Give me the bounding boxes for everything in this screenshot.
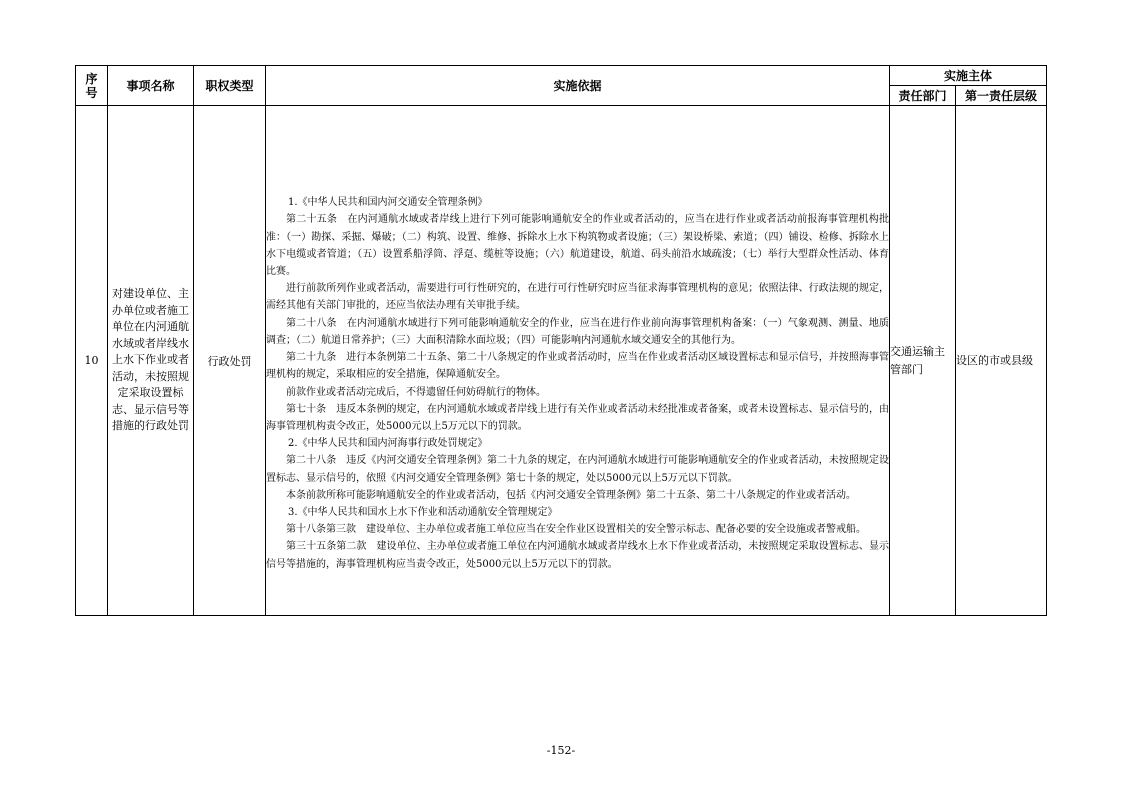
header-dept: 责任部门 (890, 86, 956, 106)
header-seq: 序号 (76, 66, 108, 106)
header-level: 第一责任层级 (956, 86, 1047, 106)
row-dept: 交通运输主管部门 (890, 106, 956, 616)
row-basis (266, 106, 890, 616)
row-seq: 10 (76, 106, 108, 616)
basis-paragraph: 第二十八条 违反《内河交通安全管理条例》第二十九条的规定，在内河通航水域进行可能影响通航安全的作业或者活动，未按照规定设置标志、显示信号的，依照《内河交通安全管理条例》第七十条的规定，处以5000元以上5万元以下罚款。 (266, 455, 889, 484)
header-subject: 实施主体 (890, 66, 1047, 86)
basis-law-title: 2.《中华人民共和国内河海事行政处罚规定》 (288, 438, 488, 450)
basis-law-title: 3.《中华人民共和国水上水下作业和活动通航安全管理规定》 (288, 506, 558, 518)
basis-law-title: 1.《中华人民共和国内河交通安全管理条例》 (288, 197, 488, 209)
header-power-type: 职权类型 (194, 66, 266, 106)
table-row (76, 106, 1047, 616)
header-basis: 实施依据 (266, 66, 890, 106)
row-level: 设区的市或县级 (956, 106, 1047, 616)
basis-paragraph: 第二十八条 在内河通航水域进行下列可能影响通航安全的作业，应当在进行作业前向海事管理机构备案：（一）气象观测、测量、地质调查；（二）航道日常养护；（三）大面积清除水面垃圾；（四）可能影响内河通航水域交通安全的其他行为。 (266, 317, 889, 346)
basis-paragraph: 第二十九条 进行本条例第二十五条、第二十八条规定的作业或者活动时，应当在作业或者活动区域设置标志和显示信号，并按照海事管理机构的规定，采取相应的安全措施，保障通航安全。 (266, 352, 889, 381)
header-item-name: 事项名称 (108, 66, 194, 106)
basis-paragraph: 第二十五条 在内河通航水域或者岸线上进行下列可能影响通航安全的作业或者活动的，应当在进行作业或者活动前报海事管理机构批准：（一）勘探、采掘、爆破；（二）构筑、设置、维修、拆除水上水下构筑物或者设施；（三）架设桥梁、索道；（四）铺设、检修、拆除水上水下电缆或者管道；（五）设置系船浮筒、浮趸、缆桩等设施；（六）航道建设，航道、码头前沿水域疏浚；（七）举行大型群众性活动、体育比赛。 (266, 214, 889, 278)
power-list-table (75, 65, 1047, 616)
basis-paragraph: 第十八条第三款 建设单位、主办单位或者施工单位应当在安全作业区设置相关的安全警示标志、配备必要的安全设施或者警戒船。 (286, 524, 866, 536)
basis-paragraph: 进行前款所列作业或者活动，需要进行可行性研究的，在进行可行性研究时应当征求海事管理机构的意见；依照法律、行政法规的规定，需经其他有关部门审批的，还应当依法办理有关审批手续。 (266, 283, 889, 312)
row-item-name: 对建设单位、主办单位或者施工单位在内河通航水域或者岸线水上水下作业或者活动，未按照规定采取设置标志、显示信号等措施的行政处罚 (108, 106, 194, 616)
basis-paragraph: 前款作业或者活动完成后，不得遗留任何妨碍航行的物体。 (286, 386, 546, 398)
basis-paragraph: 本条前款所称可能影响通航安全的作业或者活动，包括《内河交通安全管理条例》第二十五条、第二十八条规定的作业或者活动。 (286, 489, 856, 501)
page-number: -152- (546, 744, 576, 757)
row-power-type: 行政处罚 (194, 106, 266, 616)
basis-paragraph: 第三十五条第二款 建设单位、主办单位或者施工单位在内河通航水域或者岸线水上水下作业或者活动，未按照规定采取设置标志、显示信号等措施的，海事管理机构应当责令改正，处5000元以上5万元以下的罚款。 (266, 541, 889, 570)
basis-paragraph: 第七十条 违反本条例的规定，在内河通航水域或者岸线上进行有关作业或者活动未经批准或者备案，或者未设置标志、显示信号的，由海事管理机构责令改正，处5000元以上5万元以下的罚款。 (266, 403, 889, 432)
